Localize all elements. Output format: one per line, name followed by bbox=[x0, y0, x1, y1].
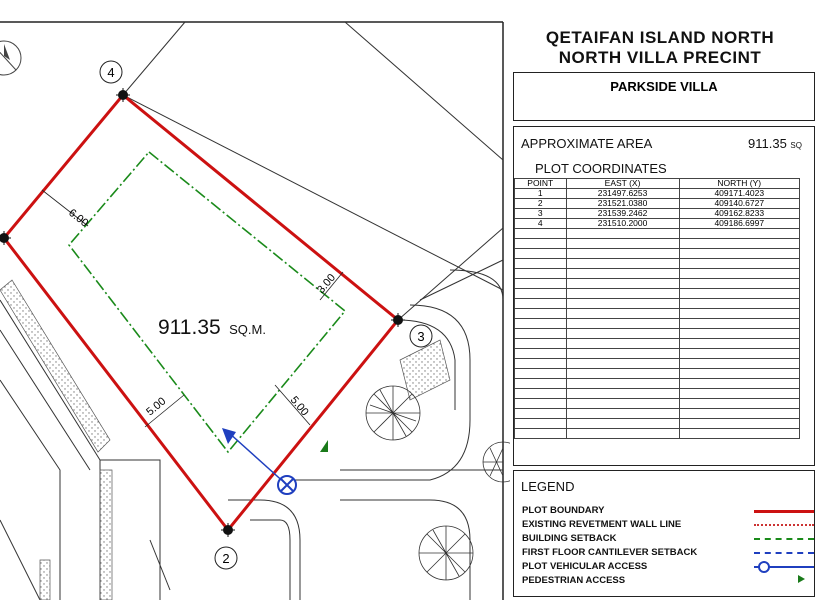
pedestrian-access-icon bbox=[798, 575, 805, 583]
col-header-east: EAST (X) bbox=[566, 179, 679, 189]
point-label-2 bbox=[215, 547, 237, 569]
vehicular-access-icon bbox=[758, 561, 770, 573]
table-row-empty bbox=[515, 239, 800, 249]
legend-label-pedestrian-access: PEDESTRIAN ACCESS bbox=[522, 575, 626, 586]
point-label-3 bbox=[410, 325, 432, 347]
legend-label-cantilever-setback: FIRST FLOOR CANTILEVER SETBACK bbox=[522, 547, 698, 558]
table-row-empty bbox=[515, 299, 800, 309]
context-lines bbox=[0, 22, 503, 600]
table-row-empty bbox=[515, 419, 800, 429]
dimension-setback-southwest: 5.00 bbox=[144, 395, 169, 419]
legend-swatch-plot-boundary bbox=[754, 510, 814, 513]
plot-area-label: 911.35 SQ.M. bbox=[158, 316, 266, 339]
table-row-empty bbox=[515, 279, 800, 289]
table-row-empty bbox=[515, 409, 800, 419]
svg-text:4: 4 bbox=[107, 65, 115, 80]
col-header-north: NORTH (Y) bbox=[679, 179, 799, 189]
legend-title: LEGEND bbox=[521, 479, 575, 494]
table-row-empty bbox=[515, 369, 800, 379]
table-row: 3 231539.2462 409162.8233 bbox=[515, 209, 800, 219]
svg-text:3: 3 bbox=[417, 329, 425, 344]
legend-swatch-revetment-wall bbox=[754, 524, 814, 526]
legend-box bbox=[513, 470, 815, 597]
project-title-line1: QETAIFAN ISLAND NORTH bbox=[545, 28, 775, 47]
table-row: 2 231521.0380 409140.6727 bbox=[515, 199, 800, 209]
col-header-point: POINT bbox=[515, 179, 567, 189]
dimension-setback-southeast: 5.00 bbox=[287, 394, 311, 419]
table-row-empty bbox=[515, 319, 800, 329]
table-row-empty bbox=[515, 429, 800, 439]
table-row-empty bbox=[515, 249, 800, 259]
title-block bbox=[510, 0, 800, 600]
pedestrian-access-icon bbox=[320, 440, 328, 452]
project-title-line2: NORTH VILLA PRECINT bbox=[558, 48, 762, 67]
table-row-empty bbox=[515, 329, 800, 339]
table-row-empty bbox=[515, 389, 800, 399]
legend-label-revetment-wall: EXISTING REVETMENT WALL LINE bbox=[522, 519, 682, 530]
svg-text:2: 2 bbox=[222, 551, 230, 566]
legend-label-plot-boundary: PLOT BOUNDARY bbox=[522, 505, 605, 516]
table-row-empty bbox=[515, 349, 800, 359]
legend-label-building-setback: BUILDING SETBACK bbox=[522, 533, 617, 544]
table-row-empty bbox=[515, 229, 800, 239]
legend-swatch-building-setback bbox=[754, 538, 814, 540]
coords-label: PLOT COORDINATES bbox=[535, 161, 667, 176]
legend-label-vehicular-access: PLOT VEHICULAR ACCESS bbox=[522, 561, 648, 572]
table-row-empty bbox=[515, 309, 800, 319]
area-label: APPROXIMATE AREA bbox=[521, 136, 653, 151]
tree-icon bbox=[419, 526, 473, 580]
villa-name-box bbox=[513, 72, 815, 121]
table-row-empty bbox=[515, 269, 800, 279]
coordinates-header-row bbox=[515, 179, 800, 189]
dimension-setback-northwest: 6.00 bbox=[66, 206, 91, 230]
plot-boundary bbox=[4, 95, 398, 530]
table-row-empty bbox=[515, 359, 800, 369]
table-row-empty bbox=[515, 259, 800, 269]
tree-icon bbox=[366, 386, 420, 440]
north-arrow-icon bbox=[0, 41, 21, 75]
table-row-empty bbox=[515, 399, 800, 409]
table-row-empty bbox=[515, 379, 800, 389]
table-row: 1 231497.6253 409171.4023 bbox=[515, 189, 800, 199]
coordinates-table bbox=[514, 178, 800, 439]
table-row-empty bbox=[515, 339, 800, 349]
area-value: 911.35 SQ bbox=[748, 136, 802, 151]
dimension-setback-northeast: 3.00 bbox=[315, 271, 339, 296]
legend-swatch-cantilever-setback bbox=[754, 552, 814, 554]
table-row: 4 231510.2000 409186.6997 bbox=[515, 219, 800, 229]
villa-name: PARKSIDE VILLA bbox=[610, 79, 718, 94]
table-row-empty bbox=[515, 289, 800, 299]
point-label-4 bbox=[100, 61, 122, 83]
